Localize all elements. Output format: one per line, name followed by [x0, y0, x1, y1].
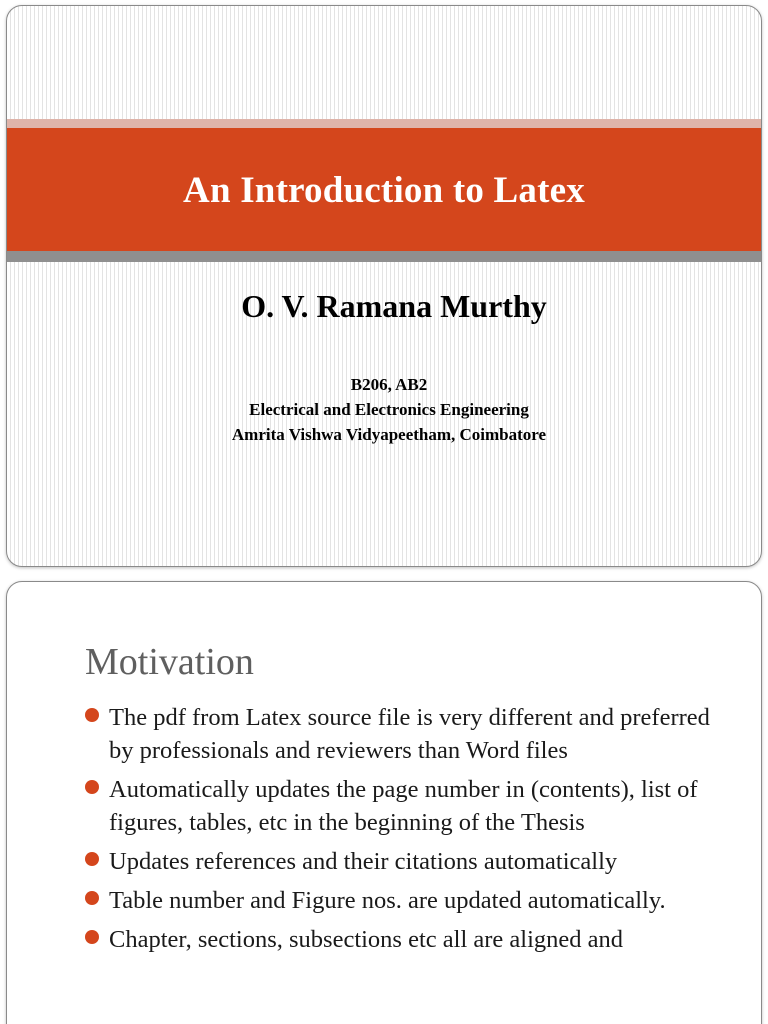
slide-heading: Motivation: [85, 641, 254, 683]
title-band: [7, 128, 761, 251]
author-name: O. V. Ramana Murthy: [241, 288, 547, 324]
slide-title: An Introduction to Latex: [183, 170, 585, 211]
list-item: [85, 923, 725, 956]
bullet-dot-icon: [85, 852, 99, 866]
title-band-top-stripe: [7, 119, 761, 128]
bullet-text: The pdf from Latex source file is very different and preferred by professionals and reviewers than Word files: [109, 704, 710, 764]
list-item: [85, 773, 725, 839]
list-item: [85, 701, 725, 767]
bullet-dot-icon: [85, 780, 99, 794]
affiliation-room: B206, AB2: [350, 375, 428, 394]
bullet-dot-icon: [85, 930, 99, 944]
list-item: [85, 845, 725, 878]
list-item: [85, 884, 725, 917]
bullet-list: [85, 701, 725, 962]
bullet-text: Updates references and their citations automatically: [109, 848, 618, 875]
bullet-text: Table number and Figure nos. are updated automatically.: [109, 887, 666, 914]
title-band-bottom-stripe: [7, 251, 761, 262]
bullet-text: Automatically updates the page number in (contents), list of figures, tables, etc in the beginning of the Thesis: [109, 776, 698, 836]
affiliation-institution: Amrita Vishwa Vidyapeetham, Coimbatore: [231, 425, 547, 444]
motivation-slide: [6, 581, 762, 1024]
title-slide: [6, 5, 762, 567]
bullet-dot-icon: [85, 708, 99, 722]
affiliation-block: [7, 372, 761, 447]
bullet-dot-icon: [85, 891, 99, 905]
affiliation-department: Electrical and Electronics Engineering: [249, 400, 529, 419]
bullet-text: Chapter, sections, subsections etc all are aligned and: [109, 926, 624, 953]
